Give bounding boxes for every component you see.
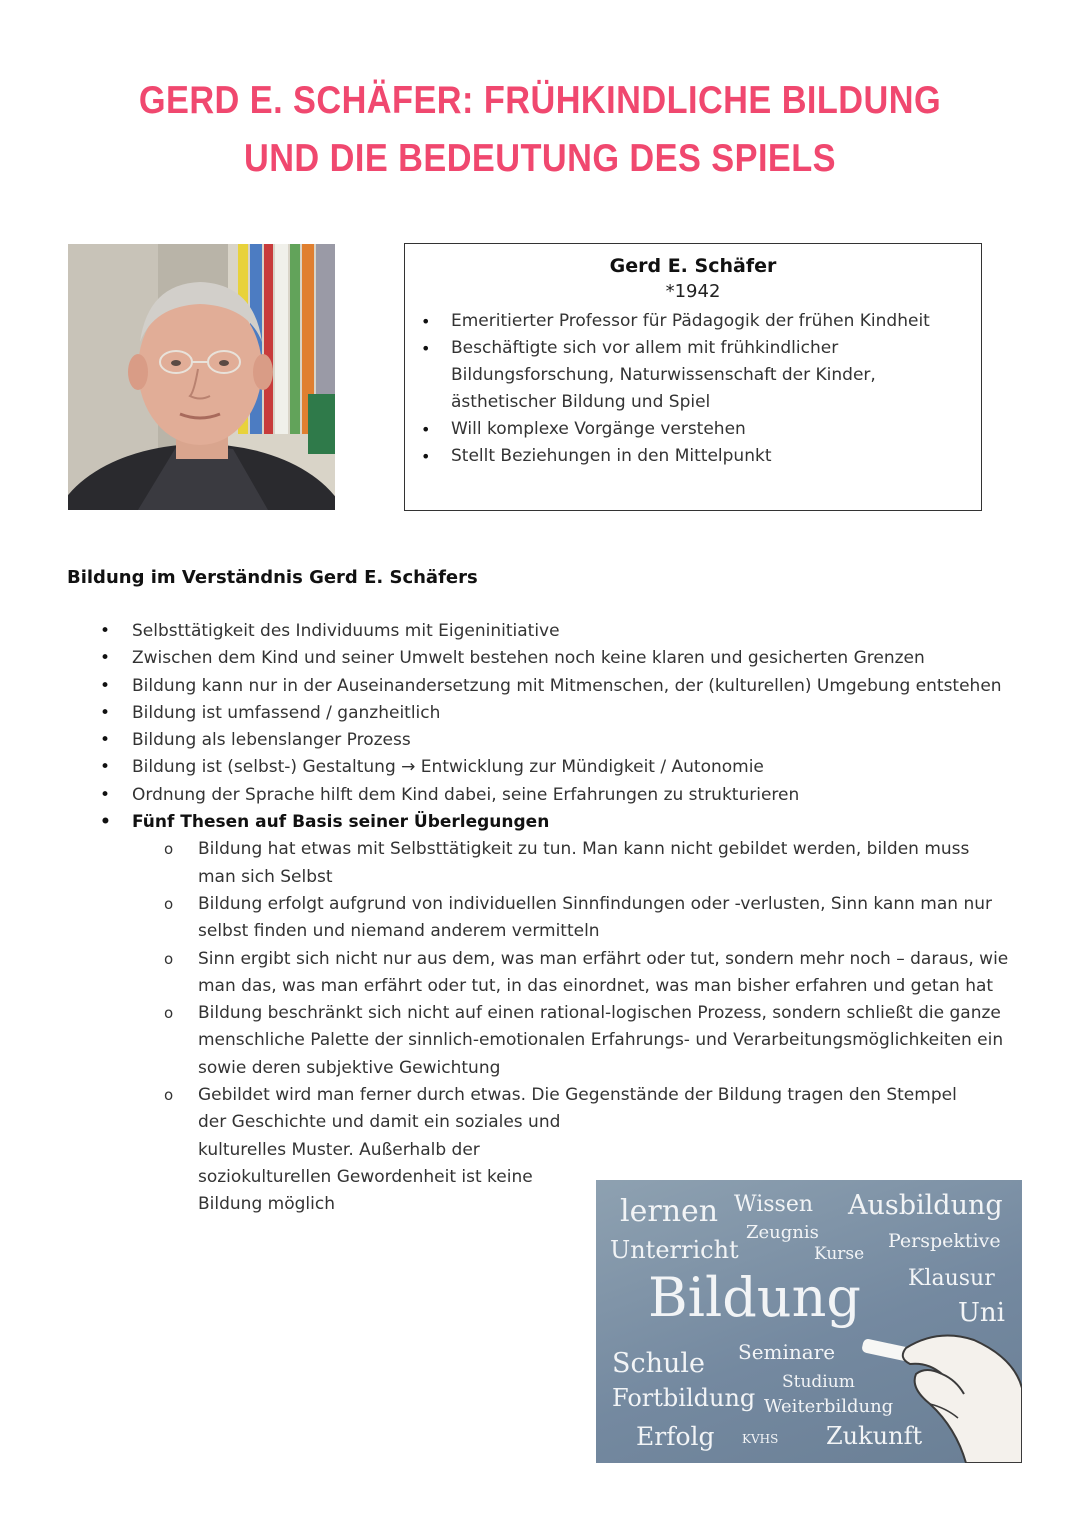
list-item: • Selbsttätigkeit des Individuums mit Eigeninitiative [96, 618, 1011, 645]
thesis-item: o Bildung hat etwas mit Selbsttätigkeit zu tun. Man kann nicht gebildet werden, bilden muss man sich Selbst [132, 836, 1011, 891]
theses-label: Fünf Thesen auf Basis seiner Überlegungen [132, 812, 550, 833]
list-item: • Ordnung der Sprache hilft dem Kind dabei, seine Erfahrungen zu strukturieren [96, 782, 1011, 809]
list-item: • Zwischen dem Kind und seiner Umwelt bestehen noch keine klaren und gesicherten Grenzen [96, 645, 1011, 672]
thesis-item: o Bildung erfolgt aufgrund von individuellen Sinnfindungen oder -verlusten, Sinn kann man nur selbst finden und niemand anderem vermitteln [132, 891, 1011, 946]
wordcloud-word: Fortbildung [612, 1384, 756, 1412]
profile-fact: • Emeritierter Professor für Pädagogik der frühen Kindheit [405, 308, 981, 335]
page-title: GERD E. SCHÄFER: FRÜHKINDLICHE BILDUNG UND DIE BEDEUTUNG DES SPIELS [138, 79, 942, 180]
profile-fact: • Will komplexe Vorgänge verstehen [405, 416, 981, 443]
wordcloud-word: Klausur [908, 1266, 995, 1291]
wordcloud-word: Weiterbildung [764, 1396, 894, 1417]
wordcloud-word: Studium [782, 1372, 855, 1392]
section-heading: Bildung im Verständnis Gerd E. Schäfers [67, 567, 478, 588]
wordcloud-word: Zukunft [826, 1422, 923, 1450]
thesis-item: o Sinn ergibt sich nicht nur aus dem, was man erfährt oder tut, sondern mehr noch – daraus, wie man das, was man erfährt oder tut, in das einordnet, was man bisher erfahren und getan hat [132, 946, 1011, 1001]
profile-facts [405, 308, 981, 470]
wordcloud-word: Perspektive [888, 1230, 1001, 1252]
wordcloud-word: Kurse [814, 1244, 865, 1264]
theses-item [96, 809, 1011, 1218]
wordcloud-word: Wissen [734, 1192, 814, 1217]
theses-list [132, 836, 1011, 1218]
hand-with-chalk-icon [846, 1318, 1022, 1463]
wordcloud-word: Unterricht [610, 1236, 739, 1264]
wordcloud-word: Uni [958, 1298, 1005, 1328]
list-item: • Bildung ist (selbst-) Gestaltung → Entwicklung zur Mündigkeit / Autonomie [96, 754, 1011, 781]
profile-box [404, 243, 982, 511]
wordcloud-word: Zeugnis [746, 1222, 819, 1243]
profile-fact: • Stellt Beziehungen in den Mittelpunkt [405, 443, 981, 470]
wordcloud-word: Schule [612, 1348, 706, 1379]
thesis-5-start: Gebildet wird man ferner durch etwas. Die Gegenstände der Bildung tragen den Stempel [198, 1085, 957, 1106]
wordcloud-word: Ausbildung [848, 1190, 1003, 1221]
portrait-photo [68, 244, 335, 510]
wordcloud-word: lernen [620, 1194, 719, 1229]
list-item: • Bildung kann nur in der Auseinandersetzung mit Mitmenschen, der (kulturellen) Umgebung entstehen [96, 673, 1011, 700]
profile-name: Gerd E. Schäfer [609, 255, 777, 277]
bildung-points [96, 618, 1011, 1219]
wordcloud-word: Seminare [738, 1340, 836, 1364]
bildung-wordcloud-image [596, 1180, 1022, 1463]
wordcloud-word: Bildung [648, 1266, 861, 1329]
thesis-item: o Bildung beschränkt sich nicht auf einen rational-logischen Prozess, sondern schließt die ganze menschliche Palette der sinnlich-emotionalen Erfahrungs- und Verarbeitungsmöglichkeiten ein sowie deren subjektive Gewichtung [132, 1000, 1011, 1082]
profile-birth-year: *1942 [665, 281, 721, 302]
profile-fact: • Beschäftigte sich vor allem mit frühkindlicher Bildungsforschung, Naturwissenschaft der Kinder, ästhetischer Bildung und Spiel [405, 335, 981, 416]
wordcloud-word: Erfolg [636, 1422, 715, 1451]
thesis-5-rest: der Geschichte und damit ein soziales und kulturelles Muster. Außerhalb der soziokulturellen Gewordenheit ist keine Bildung möglich [198, 1112, 561, 1215]
list-item: • Bildung als lebenslanger Prozess [96, 727, 1011, 754]
list-item: • Bildung ist umfassend / ganzheitlich [96, 700, 1011, 727]
wordcloud-word: KVHS [742, 1432, 779, 1446]
